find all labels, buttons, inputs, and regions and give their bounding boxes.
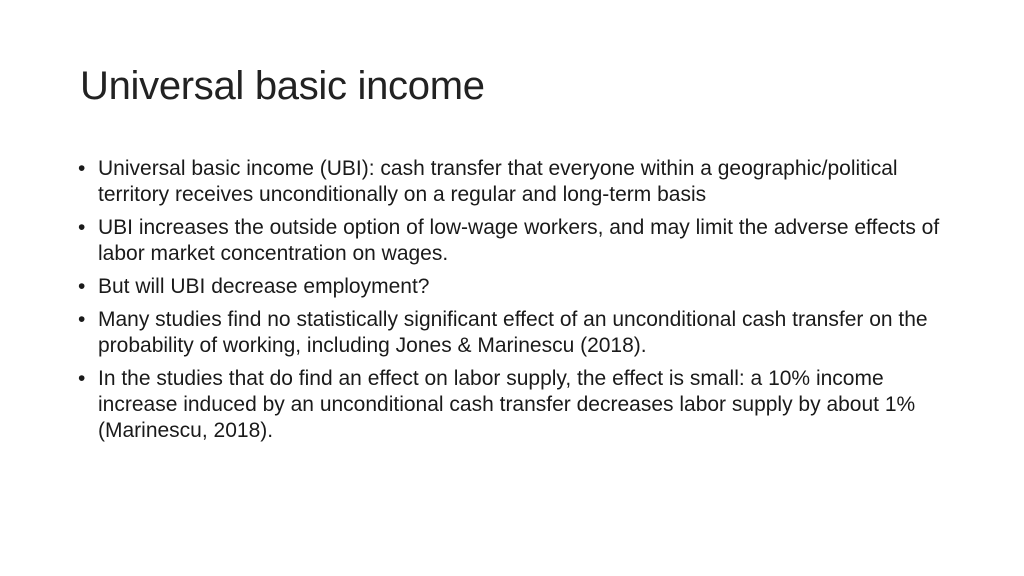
bullet-dot-icon: •: [78, 367, 86, 390]
bullet-text: Many studies find no statistically significant effect of an unconditional cash transfer on the probability of working, including Jones & Marinescu (2018).: [98, 308, 928, 357]
bullet-item-4: [78, 307, 958, 359]
bullet-item-3: [78, 274, 958, 300]
bullet-dot-icon: •: [78, 157, 86, 180]
bullet-list: [78, 156, 958, 451]
bullet-item-5: [78, 366, 958, 444]
bullet-item-1: [78, 156, 958, 208]
bullet-dot-icon: •: [78, 275, 86, 298]
bullet-item-2: [78, 215, 958, 267]
bullet-text: Universal basic income (UBI): cash transfer that everyone within a geographic/political territory receives unconditionally on a regular and long-term basis: [98, 157, 898, 206]
bullet-text: UBI increases the outside option of low-wage workers, and may limit the adverse effects of labor market concentration on wages.: [98, 216, 940, 265]
bullet-dot-icon: •: [78, 308, 86, 331]
bullet-text: In the studies that do find an effect on labor supply, the effect is small: a 10% income increase induced by an unconditional cash transfer decreases labor supply by about 1% (Marinescu, 2018).: [98, 367, 916, 442]
bullet-dot-icon: •: [78, 216, 86, 239]
bullet-text: But will UBI decrease employment?: [98, 275, 430, 298]
slide-title: Universal basic income: [80, 64, 485, 108]
